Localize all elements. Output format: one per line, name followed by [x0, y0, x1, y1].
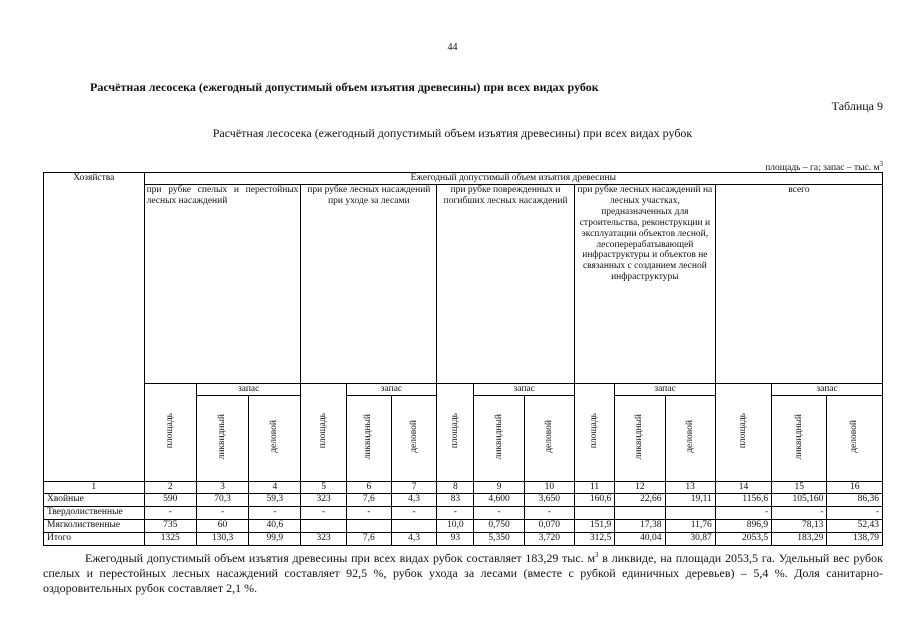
column-number-row	[44, 481, 883, 493]
sub-business: деловой	[524, 395, 574, 481]
sub-liquid: ликвидный	[474, 395, 524, 481]
table-cell	[301, 519, 346, 532]
table-cell: 4,3	[391, 493, 436, 506]
table-cell: 1156,6	[715, 493, 771, 506]
table-cell: 40,04	[615, 532, 665, 545]
table-cell: 59,3	[249, 493, 301, 506]
table-cell: 11,76	[665, 519, 715, 532]
table-cell: -	[346, 506, 391, 519]
table-row	[44, 532, 883, 545]
column-number: 14	[715, 481, 771, 493]
table-cell: -	[715, 506, 771, 519]
table-cell	[615, 506, 665, 519]
table-row	[44, 519, 883, 532]
section-heading: Расчётная лесосека (ежегодный допустимый объем изъятия древесины) при всех видах рубок	[90, 80, 599, 94]
row-label: Мягколиственные	[44, 519, 145, 532]
table-cell: -	[827, 506, 883, 519]
table-cell: -	[772, 506, 827, 519]
table-cell	[574, 506, 614, 519]
table-cell: 83	[437, 493, 474, 506]
sub-stock: запас	[615, 383, 716, 395]
table-cell: 735	[144, 519, 196, 532]
table-cell: 93	[437, 532, 474, 545]
table-cell: 3,720	[524, 532, 574, 545]
table-cell: 1325	[144, 532, 196, 545]
table-cell: 60	[196, 519, 248, 532]
group-care-cutting: при рубке лесных насаждений при уходе за лесами	[301, 184, 437, 383]
column-number: 1	[44, 481, 145, 493]
column-number: 3	[196, 481, 248, 493]
table-row	[44, 493, 883, 506]
group-damaged-cutting: при рубке поврежденных и погибших лесных насаждений	[437, 184, 575, 383]
table-cell: 10,0	[437, 519, 474, 532]
column-number: 16	[827, 481, 883, 493]
units-text: площадь – га; запас – тыс. м	[765, 163, 880, 174]
page-number: 44	[447, 42, 458, 53]
table-cell: 17,38	[615, 519, 665, 532]
table-cell: 2053,5	[715, 532, 771, 545]
units-sup: 3	[879, 160, 883, 168]
group-mature-cutting: при рубке спелых и перестойных лесных насаждений	[144, 184, 301, 383]
sub-liquid: ликвидный	[196, 395, 248, 481]
sub-business: деловой	[249, 395, 301, 481]
table-cell: 4,600	[474, 493, 524, 506]
table-cell: 323	[301, 493, 346, 506]
table-cell	[665, 506, 715, 519]
summary-sup: 3	[595, 551, 599, 559]
table-cell: 896,9	[715, 519, 771, 532]
table-cell: -	[437, 506, 474, 519]
column-number: 8	[437, 481, 474, 493]
table-cell: -	[196, 506, 248, 519]
table-cell: 7,6	[346, 493, 391, 506]
sub-area: площадь	[715, 383, 771, 481]
table-cell: 312,5	[574, 532, 614, 545]
table-cell: 590	[144, 493, 196, 506]
column-number: 15	[772, 481, 827, 493]
header-farms: Хозяйства	[44, 173, 145, 482]
column-number: 2	[144, 481, 196, 493]
table-cell: -	[474, 506, 524, 519]
table-cell: 5,350	[474, 532, 524, 545]
sub-business: деловой	[665, 395, 715, 481]
column-number: 4	[249, 481, 301, 493]
column-number: 13	[665, 481, 715, 493]
sub-business: деловой	[827, 395, 883, 481]
column-number: 10	[524, 481, 574, 493]
table-cell: 151,9	[574, 519, 614, 532]
row-label: Хвойные	[44, 493, 145, 506]
table-cell: 183,29	[772, 532, 827, 545]
table-cell: -	[301, 506, 346, 519]
table-cell: -	[524, 506, 574, 519]
table-cell: 0,750	[474, 519, 524, 532]
table-cell: 99,9	[249, 532, 301, 545]
table-cell: -	[391, 506, 436, 519]
table-row	[44, 506, 883, 519]
forest-cutting-table	[43, 172, 883, 546]
table-cell: 160,6	[574, 493, 614, 506]
table-cell: 130,3	[196, 532, 248, 545]
row-label: Итого	[44, 532, 145, 545]
table-cell: 30,87	[665, 532, 715, 545]
table-cell: -	[249, 506, 301, 519]
column-number: 9	[474, 481, 524, 493]
column-number: 5	[301, 481, 346, 493]
table-cell: 138,79	[827, 532, 883, 545]
column-number: 11	[574, 481, 614, 493]
sub-area: площадь	[437, 383, 474, 481]
header-volume: Ежегодный допустимый объем изъятия древесины	[144, 173, 882, 185]
column-number: 12	[615, 481, 665, 493]
column-number: 6	[346, 481, 391, 493]
summary-part1: Ежегодный допустимый объем изъятия древесины при всех видах рубок составляет 183,29 тыс. м	[85, 551, 596, 565]
table-cell: 7,6	[346, 532, 391, 545]
table-cell: 86,36	[827, 493, 883, 506]
table-cell	[346, 519, 391, 532]
sub-area: площадь	[144, 383, 196, 481]
summary-paragraph	[43, 548, 883, 596]
summary-part2: в ликвиде, на площади 2053,5 га. Удельный вес рубок спелых и перестойных лесных насаждений составляет 92,5 %, рубок ухода за лесами (вместе с рубкой единичных деревьев) – 5,4 %. Доля санитарно-оздоровительных рубок составляет 2,1 %.	[43, 551, 883, 595]
sub-stock: запас	[346, 383, 437, 395]
sub-liquid: ликвидный	[772, 395, 827, 481]
table-cell: 22,66	[615, 493, 665, 506]
group-infrastructure-cutting: при рубке лесных насаждений на лесных участках, предназначенных для строительства, реконструкции и эксплуатации объектов лесной, лесоперерабатывающей инфраструктуры и объектов не связанных с созданием лесной инфраструктуры	[574, 184, 715, 383]
sub-area: площадь	[301, 383, 346, 481]
table-cell: 0,070	[524, 519, 574, 532]
table-caption: Расчётная лесосека (ежегодный допустимый объем изъятия древесины) при всех видах рубок	[212, 126, 693, 140]
table-cell: 323	[301, 532, 346, 545]
sub-stock: запас	[474, 383, 575, 395]
table-cell: 4,3	[391, 532, 436, 545]
table-cell	[391, 519, 436, 532]
sub-business: деловой	[391, 395, 436, 481]
sub-stock: запас	[196, 383, 301, 395]
sub-area: площадь	[574, 383, 614, 481]
table-cell: 19,11	[665, 493, 715, 506]
table-cell: 105,160	[772, 493, 827, 506]
sub-stock: запас	[772, 383, 883, 395]
table-label: Таблица 9	[831, 99, 883, 113]
table-cell: 3,650	[524, 493, 574, 506]
sub-liquid: ликвидный	[615, 395, 665, 481]
sub-liquid: ликвидный	[346, 395, 391, 481]
table-cell: -	[144, 506, 196, 519]
table-cell: 52,43	[827, 519, 883, 532]
table-cell: 78,13	[772, 519, 827, 532]
column-number: 7	[391, 481, 436, 493]
row-label: Твердолиственные	[44, 506, 145, 519]
group-total: всего	[715, 184, 882, 383]
table-cell: 70,3	[196, 493, 248, 506]
table-cell: 40,6	[249, 519, 301, 532]
table-body	[44, 493, 883, 545]
